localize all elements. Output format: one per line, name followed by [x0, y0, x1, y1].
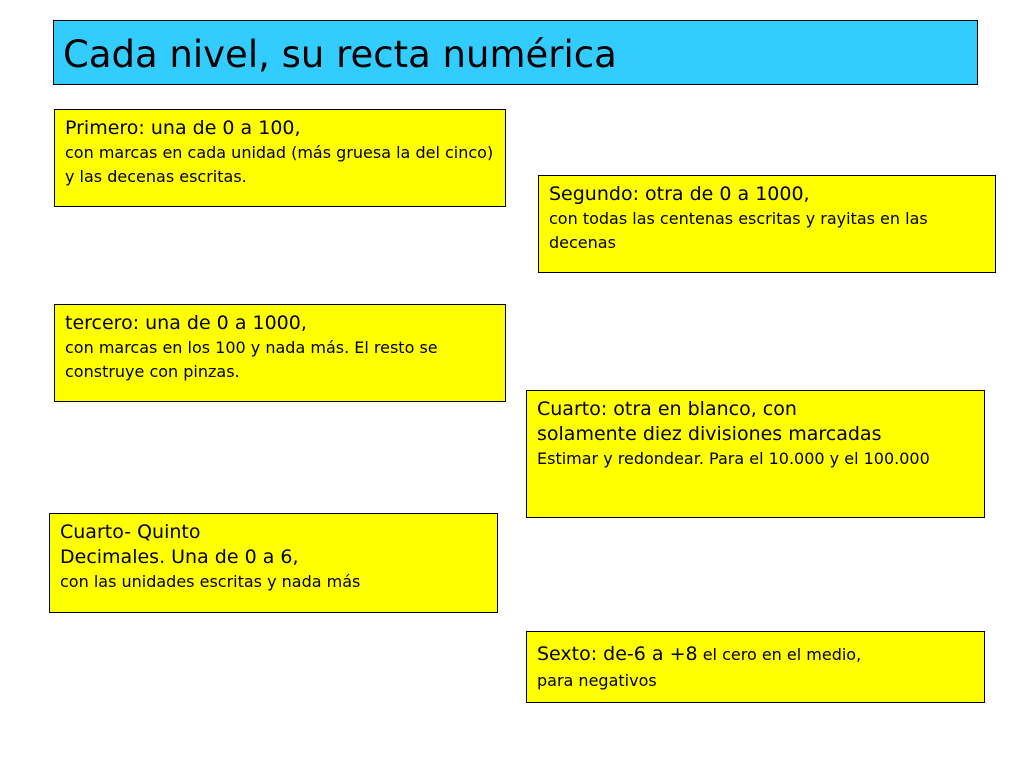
note-tercero	[54, 304, 506, 402]
note-cuarto-heading-line2: solamente diez divisiones marcadas	[537, 423, 882, 445]
note-sexto	[526, 631, 985, 703]
note-cuarto-quinto-detail: con las unidades escritas y nada más	[60, 572, 361, 591]
note-cuarto-quinto-heading-line1: Cuarto- Quinto	[60, 521, 201, 543]
note-tercero-detail: con marcas en los 100 y nada más. El resto se construye con pinzas.	[65, 338, 438, 381]
note-sexto-first-line	[537, 643, 861, 665]
note-primero	[54, 109, 506, 207]
note-primero-heading: Primero: una de 0 a 100,	[65, 117, 301, 139]
note-sexto-detail: para negativos	[537, 671, 657, 690]
note-cuarto-detail: Estimar y redondear. Para el 10.000 y el 100.000	[537, 449, 930, 468]
note-segundo	[538, 175, 996, 273]
note-cuarto-heading-line1: Cuarto: otra en blanco, con	[537, 398, 797, 420]
note-tercero-heading: tercero: una de 0 a 1000,	[65, 312, 307, 334]
note-sexto-detail-inline: el cero en el medio,	[697, 645, 862, 664]
title-banner	[53, 20, 978, 85]
note-primero-detail: con marcas en cada unidad (más gruesa la del cinco) y las decenas escritas.	[65, 143, 494, 186]
note-cuarto-quinto-heading-line2: Decimales. Una de 0 a 6,	[60, 546, 299, 568]
note-cuarto-quinto	[49, 513, 498, 613]
note-cuarto	[526, 390, 985, 518]
page-title: Cada nivel, su recta numérica	[63, 33, 617, 76]
note-sexto-heading: Sexto: de-6 a +8	[537, 643, 698, 665]
note-segundo-detail: con todas las centenas escritas y rayitas en las decenas	[549, 209, 928, 252]
note-segundo-heading: Segundo: otra de 0 a 1000,	[549, 183, 810, 205]
